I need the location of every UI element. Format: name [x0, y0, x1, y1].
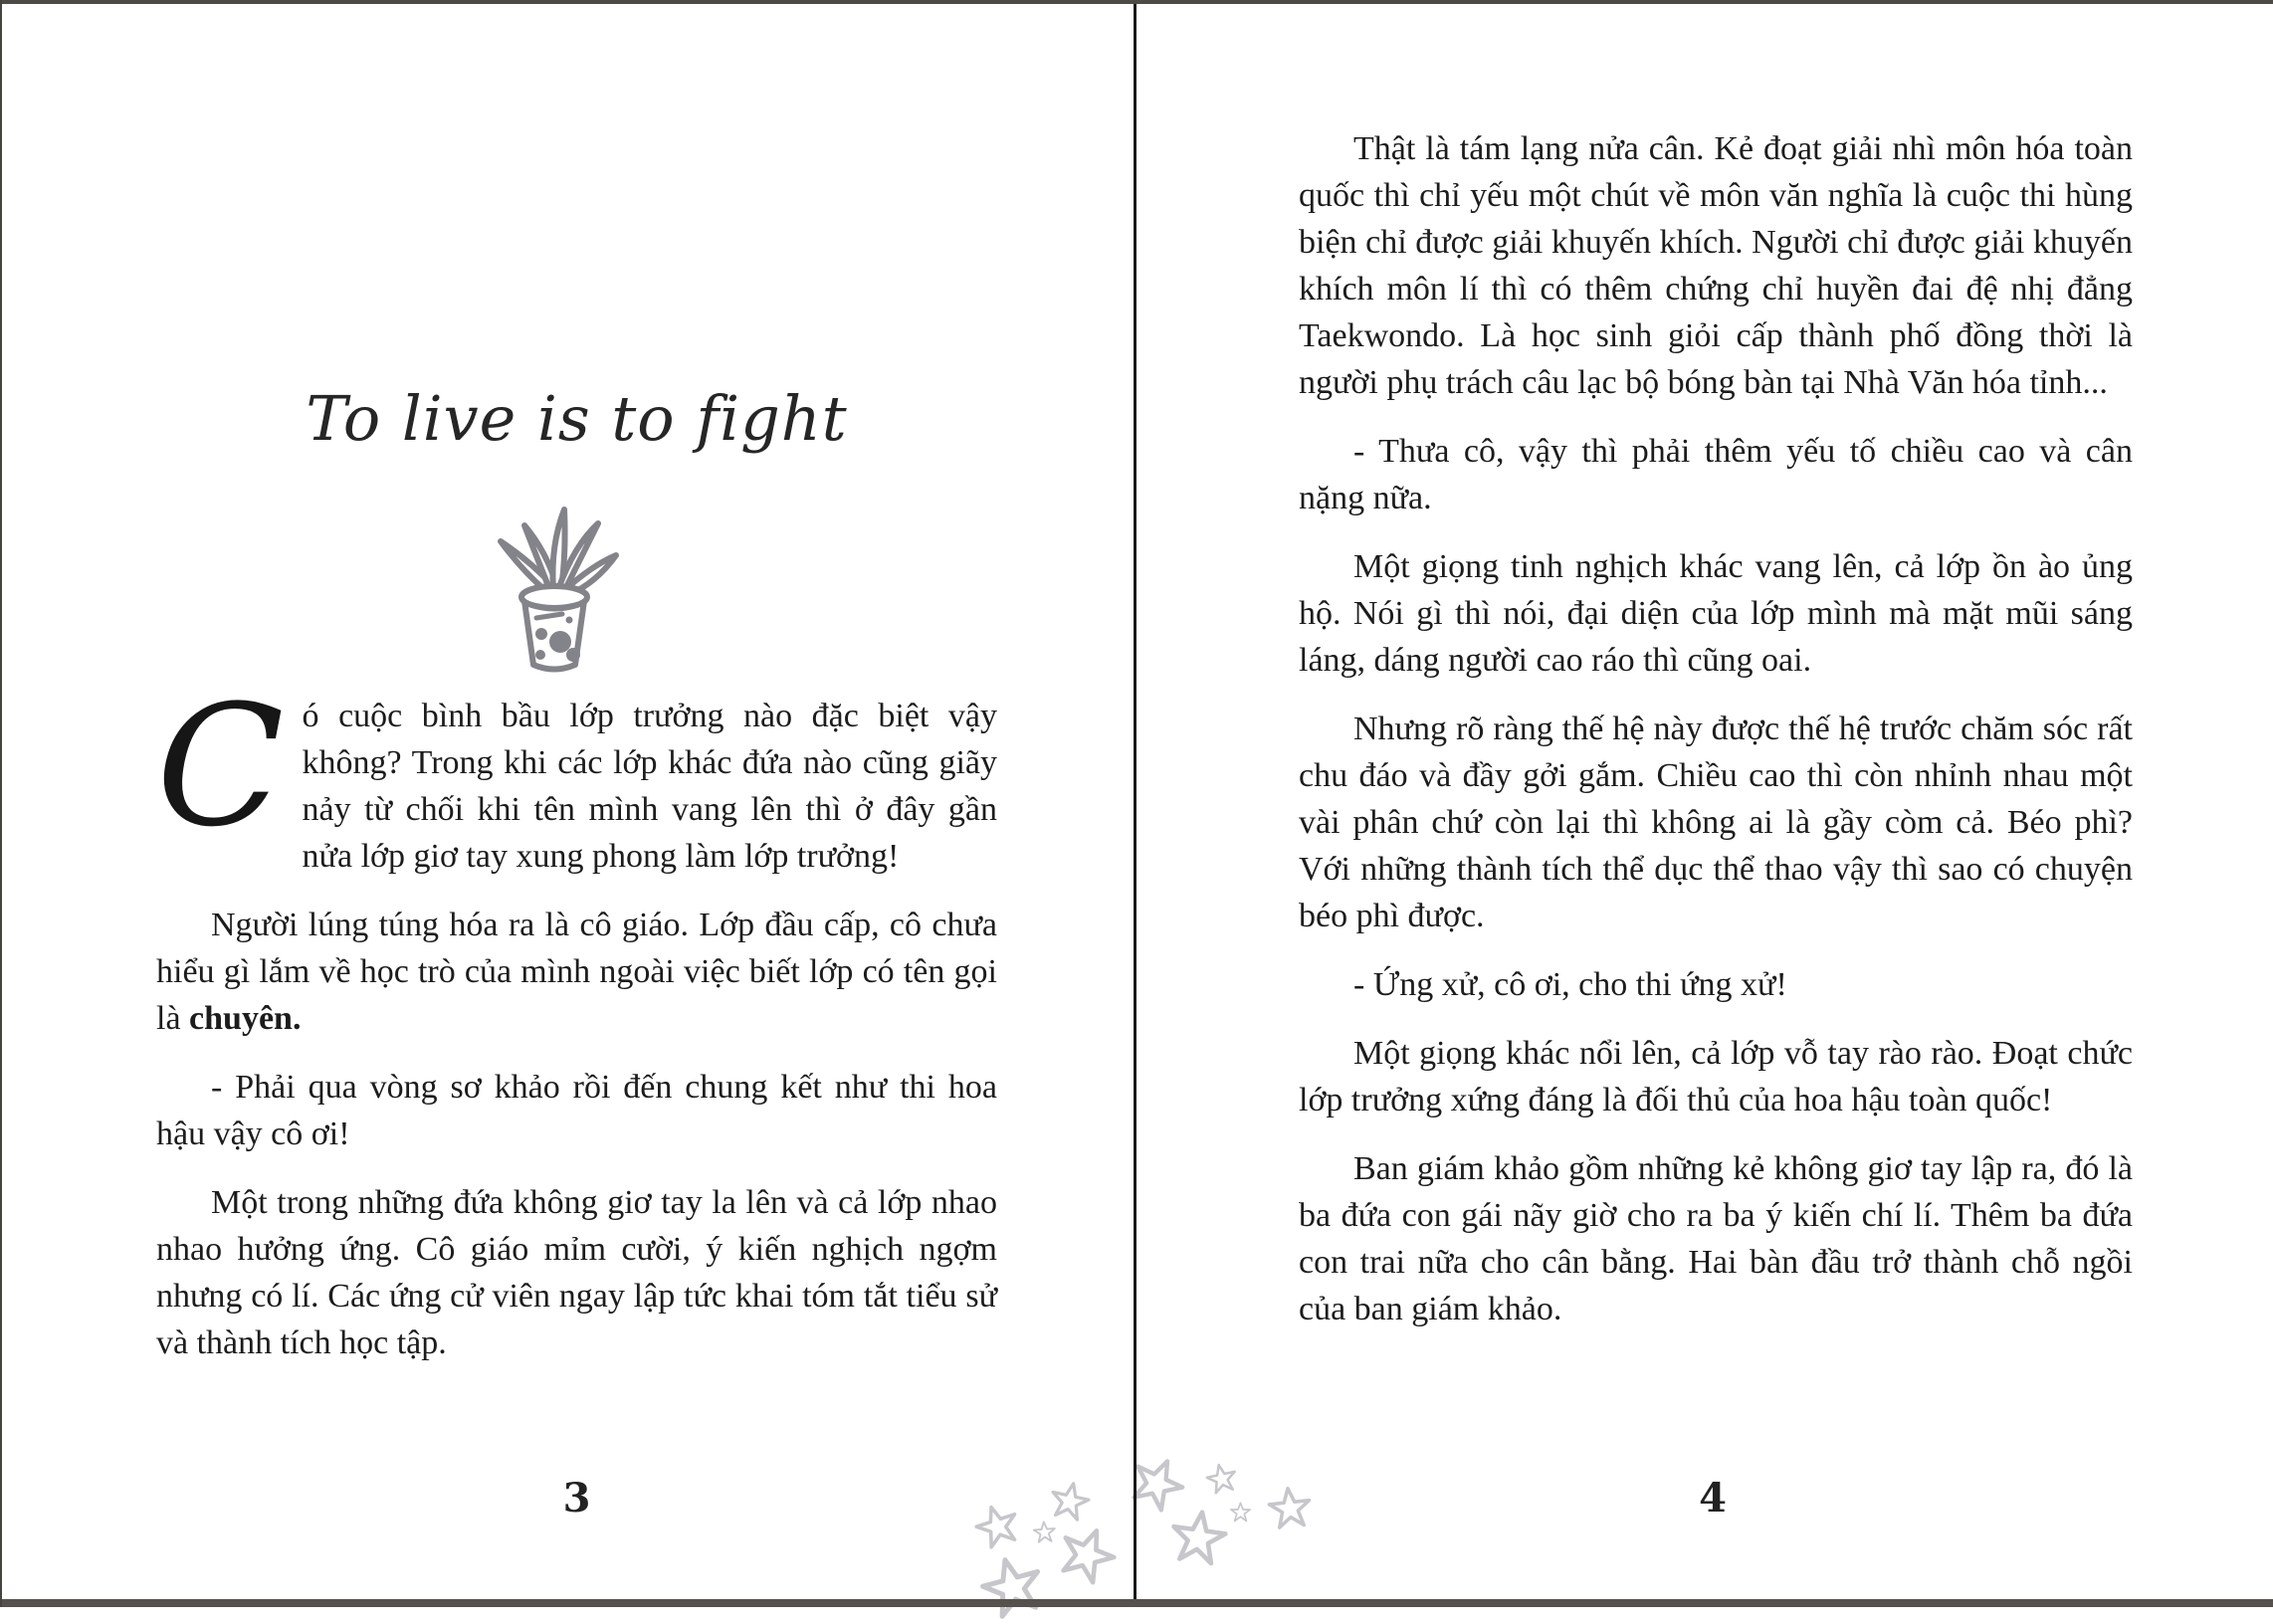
paragraph [156, 669, 997, 880]
paragraph-text: Người lúng túng hóa ra là cô giáo. Lớp đầu cấp, cô chưa hiểu gì lắm về học trò của mình ngoài việc biết lớp có tên gọi là [156, 907, 997, 1037]
page-left [0, 0, 1134, 1607]
potted-plant-icon [485, 498, 624, 687]
paragraph: - Thưa cô, vậy thì phải thêm yếu tố chiều cao và cân nặng nữa. [1299, 433, 2133, 516]
page-number-left: 3 [562, 1475, 591, 1522]
paragraph-text: ó cuộc bình bầu lớp trưởng nào đặc biệt vậy không? Trong khi các lớp khác đứa nào cũng giãy nảy từ chối khi tên mình vang lên thì ở đây gần nửa lớp giơ tay xung phong làm lớp trưởng! [302, 698, 997, 875]
paragraph: Thật là tám lạng nửa cân. Kẻ đoạt giải nhì môn hóa toàn quốc thì chỉ yếu một chút về môn văn nghĩa là cuộc thi hùng biện chỉ được giải khuyến khích. Người chỉ được giải khuyến khích môn lí thì có thêm chứng chỉ huyền đai đệ nhị đẳng Taekwondo. Là học sinh giỏi cấp thành phố đồng thời là người phụ trách câu lạc bộ bóng bàn tại Nhà Văn hóa tỉnh... [1299, 130, 2133, 401]
paragraph: Một giọng tinh nghịch khác vang lên, cả lớp ồn ào ủng hộ. Nói gì thì nói, đại diện của lớp mình mà mặt mũi sáng láng, dáng người cao ráo thì cũng oai. [1299, 548, 2133, 679]
left-text-block [156, 669, 997, 1388]
paragraph: - Ứng xử, cô ơi, cho thi ứng xử! [1353, 966, 1787, 1003]
paragraph: Một giọng khác nổi lên, cả lớp vỗ tay rào rào. Đoạt chức lớp trưởng xứng đáng là đối thủ của hoa hậu toàn quốc! [1299, 1035, 2133, 1118]
paragraph [156, 902, 997, 1042]
paragraph: Một trong những đứa không giơ tay la lên và cả lớp nhao nhao hưởng ứng. Cô giáo mỉm cười, ý kiến nghịch ngợm nhưng có lí. Các ứng cử viên ngay lập tức khai tóm tắt tiểu sử và thành tích học tập. [156, 1184, 997, 1361]
page-divider [1134, 0, 1136, 1607]
paragraph: Ban giám khảo gồm những kẻ không giơ tay lập ra, đó là ba đứa con gái nãy giờ cho ra ba ý kiến chí lí. Thêm ba đứa con trai nữa cho cân bằng. Hai bàn đầu trở thành chỗ ngồi của ban giám khảo. [1299, 1150, 2133, 1327]
paragraph: - Phải qua vòng sơ khảo rồi đến chung kết như thi hoa hậu vậy cô ơi! [156, 1069, 997, 1152]
chapter-title: To live is to fight [306, 382, 848, 455]
bottom-edge [0, 1599, 2273, 1607]
page-number-right: 4 [1699, 1475, 1727, 1522]
page-right [1136, 0, 2273, 1607]
right-text-block [1299, 125, 2133, 1354]
top-edge [0, 0, 2273, 4]
paragraph: Nhưng rõ ràng thế hệ này được thế hệ trước chăm sóc rất chu đáo và đầy gởi gắm. Chiều cao thì còn nhỉnh nhau một vài phân chứ còn lại thì không ai là gầy còm cả. Béo phì? Với những thành tích thể dục thể thao vậy thì sao có chuyện béo phì được. [1299, 710, 2133, 934]
left-edge [0, 0, 2, 1607]
paragraph-bold-text: chuyên. [189, 1000, 302, 1037]
drop-cap: C [156, 669, 285, 864]
